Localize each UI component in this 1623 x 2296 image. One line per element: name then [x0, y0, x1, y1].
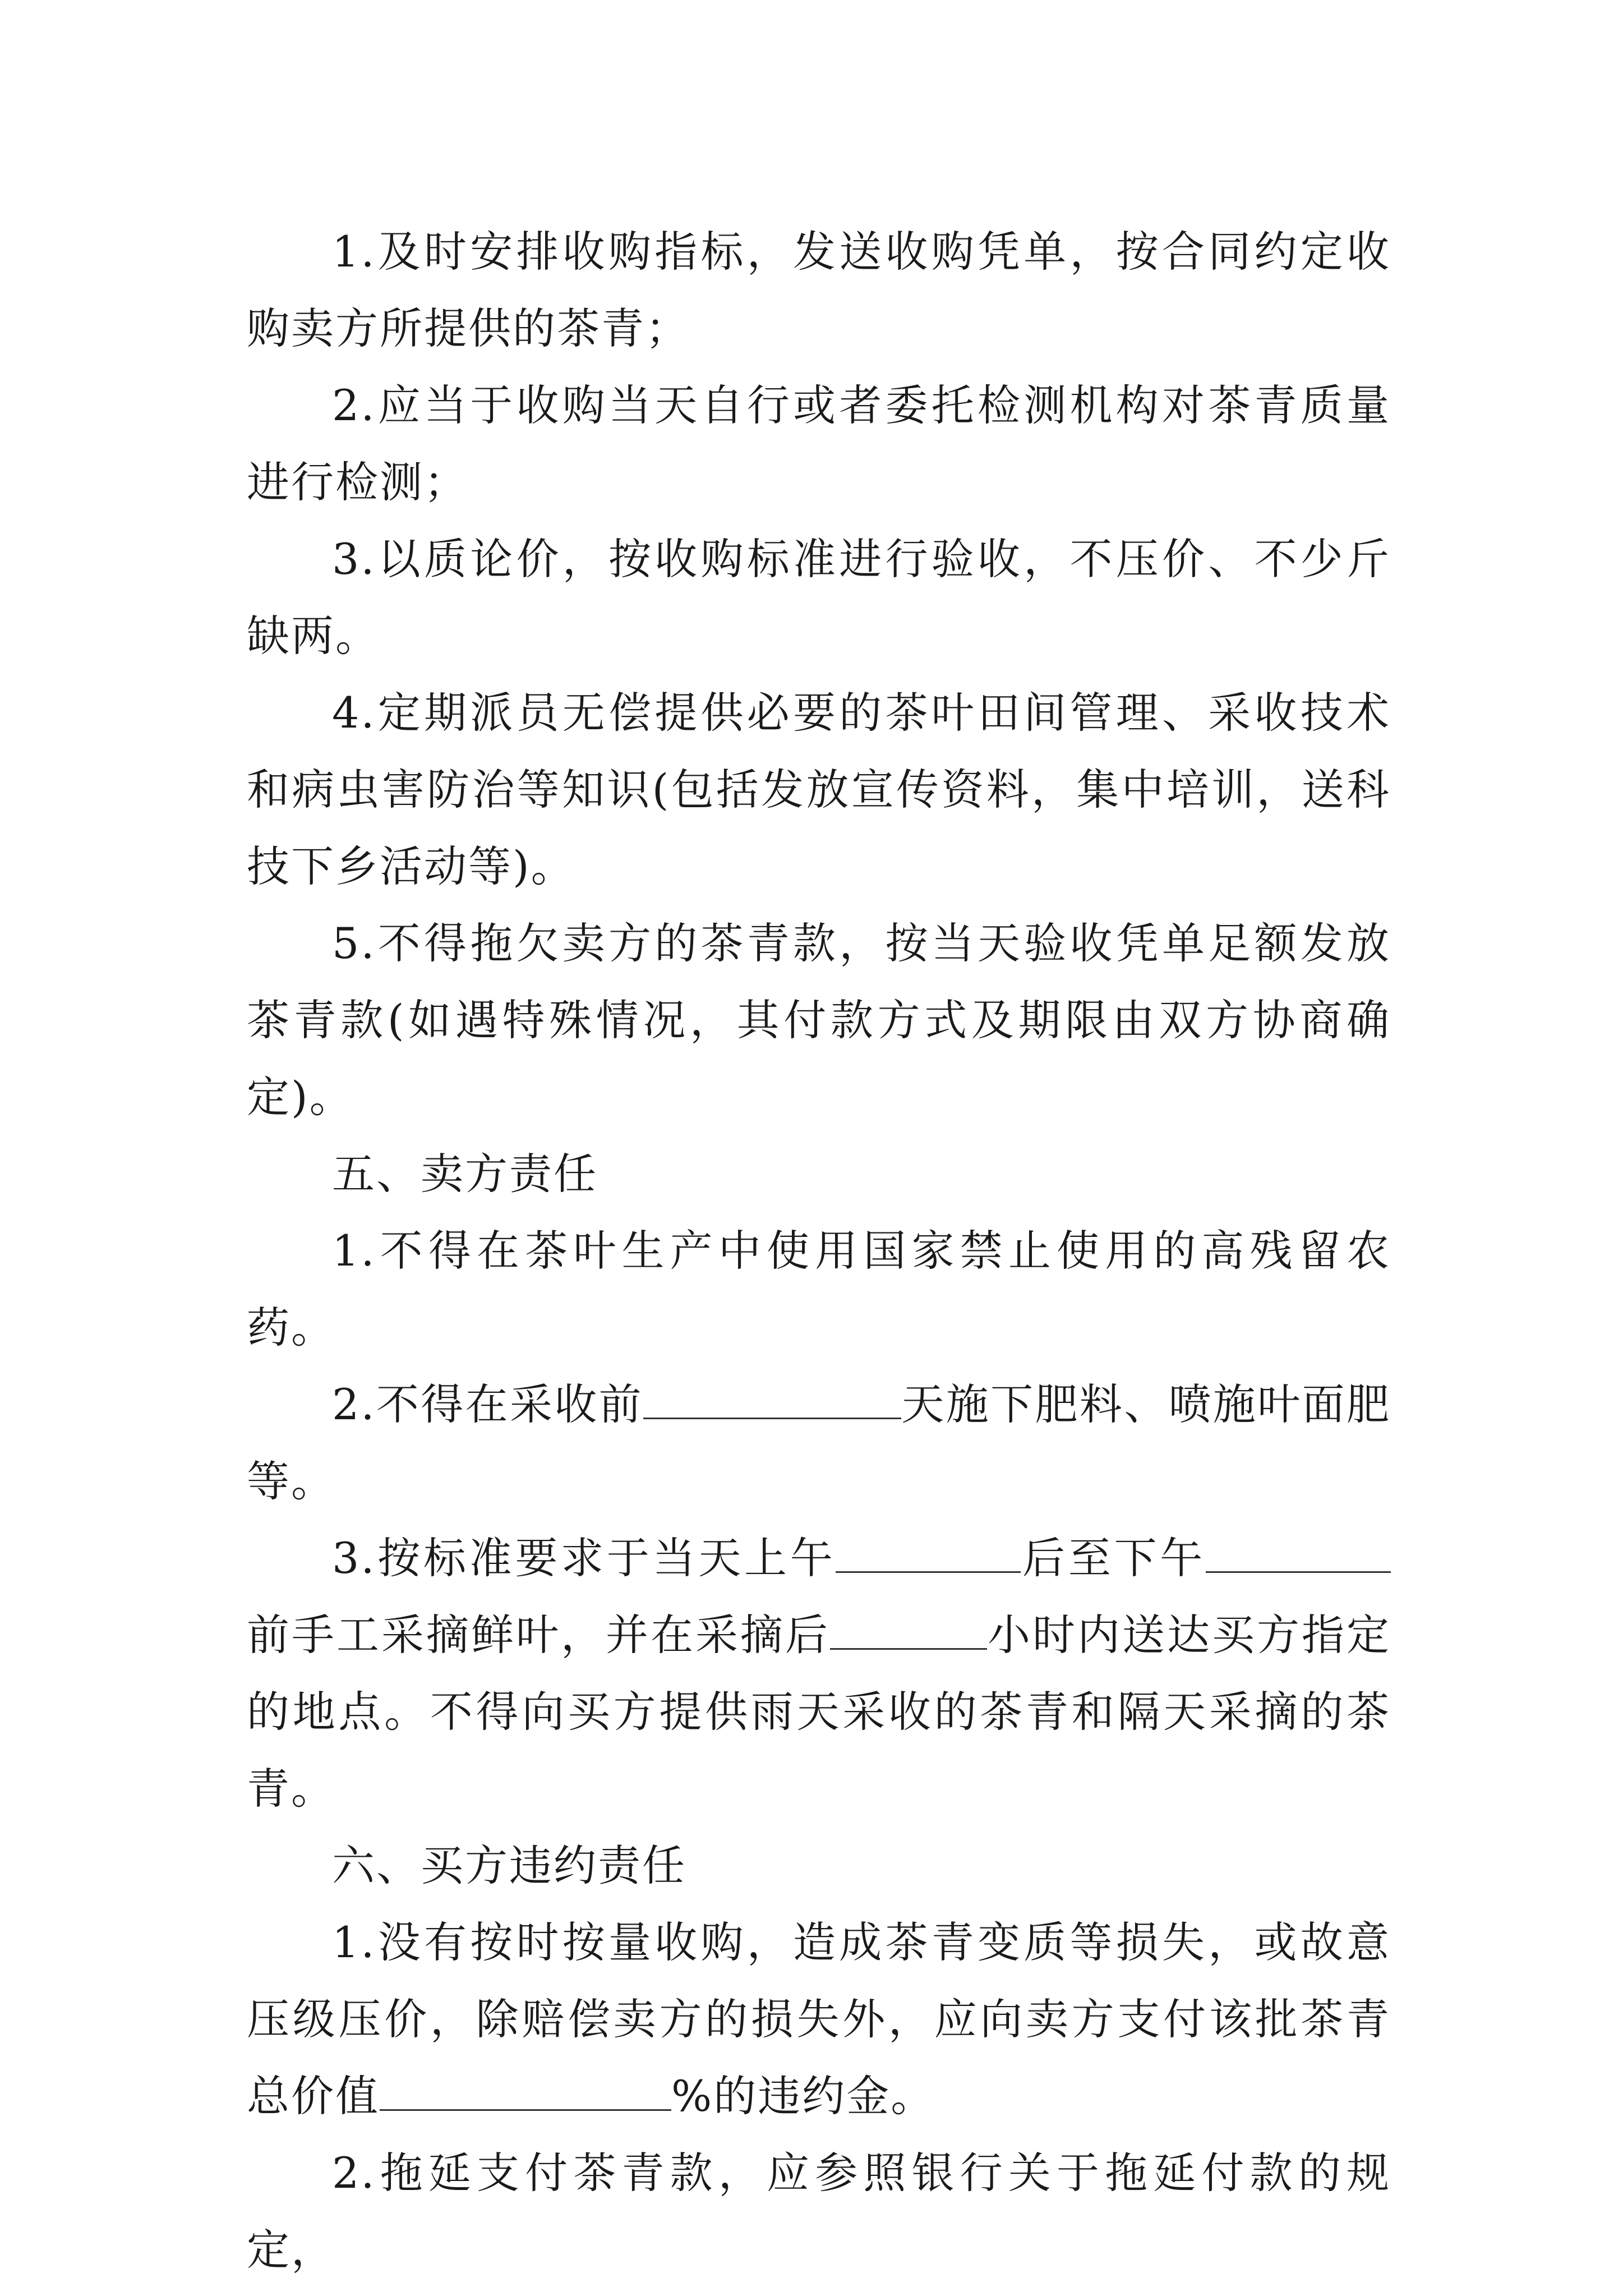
section-heading-seller-duty: 五、卖方责任: [332, 1149, 598, 1199]
penalty-percent-blank: [380, 2076, 671, 2111]
buyer-duty-item-5: 5.不得拖欠卖方的茶青款，按当天验收凭单足额发放茶青款(如遇特殊情况，其付款方式及期限由双方协商确定)。: [247, 918, 1391, 1122]
afternoon-time-blank: [1206, 1538, 1391, 1573]
morning-time-blank: [836, 1538, 1021, 1573]
hours-blank: [830, 1614, 987, 1650]
section-heading-buyer-breach: 六、买方违约责任: [332, 1841, 686, 1890]
buyer-breach-item-2: 2.拖延支付茶青款，应参照银行关于拖延付款的规定，: [247, 2148, 1391, 2275]
seller-duty-item-3-text-c: 前手工采摘鲜叶，并在采摘后: [247, 1610, 830, 1660]
seller-duty-item-2-text-a: 2.不得在采收前: [332, 1379, 644, 1429]
buyer-duty-item-4: 4.定期派员无偿提供必要的茶叶田间管理、采收技术和病虫害防治等知识(包括发放宣传资料，集中培训，送科技下乡活动等)。: [247, 688, 1391, 891]
buyer-duty-item-2: 2.应当于收购当天自行或者委托检测机构对茶青质量进行检测；: [247, 380, 1391, 507]
buyer-breach-item-1: [247, 1904, 1391, 2134]
buyer-duty-item-3: 3.以质论价，按收购标准进行验收，不压价、不少斤缺两。: [247, 534, 1391, 661]
seller-duty-item-3-text-d: 小时内送达买方指定的地点。不得向买方提供雨天采收的茶青和隔天采摘的茶青。: [247, 1610, 1391, 1814]
document-body: [247, 213, 1391, 2288]
days-blank: [643, 1384, 901, 1419]
seller-duty-item-1: 1.不得在茶叶生产中使用国家禁止使用的高残留农药。: [247, 1226, 1391, 1352]
seller-duty-item-2: [247, 1366, 1391, 1520]
seller-duty-item-2-text-b: 天施下肥料、喷施叶面肥等。: [247, 1379, 1391, 1506]
seller-duty-item-3: [247, 1520, 1391, 1827]
buyer-breach-item-1-text-a: 1.没有按时按量收购，造成茶青变质等损失，或故意压级压价，除赔偿卖方的损失外，应向卖方支付该批茶青总价值: [247, 1917, 1391, 2121]
seller-duty-item-3-text-a: 3.按标准要求于当天上午: [332, 1533, 836, 1583]
buyer-duty-item-1: 1.及时安排收购指标，发送收购凭单，按合同约定收购卖方所提供的茶青；: [247, 227, 1391, 353]
seller-duty-item-3-text-b: 后至下午: [1021, 1533, 1206, 1583]
buyer-breach-item-1-text-b: %的违约金。: [671, 2071, 935, 2121]
